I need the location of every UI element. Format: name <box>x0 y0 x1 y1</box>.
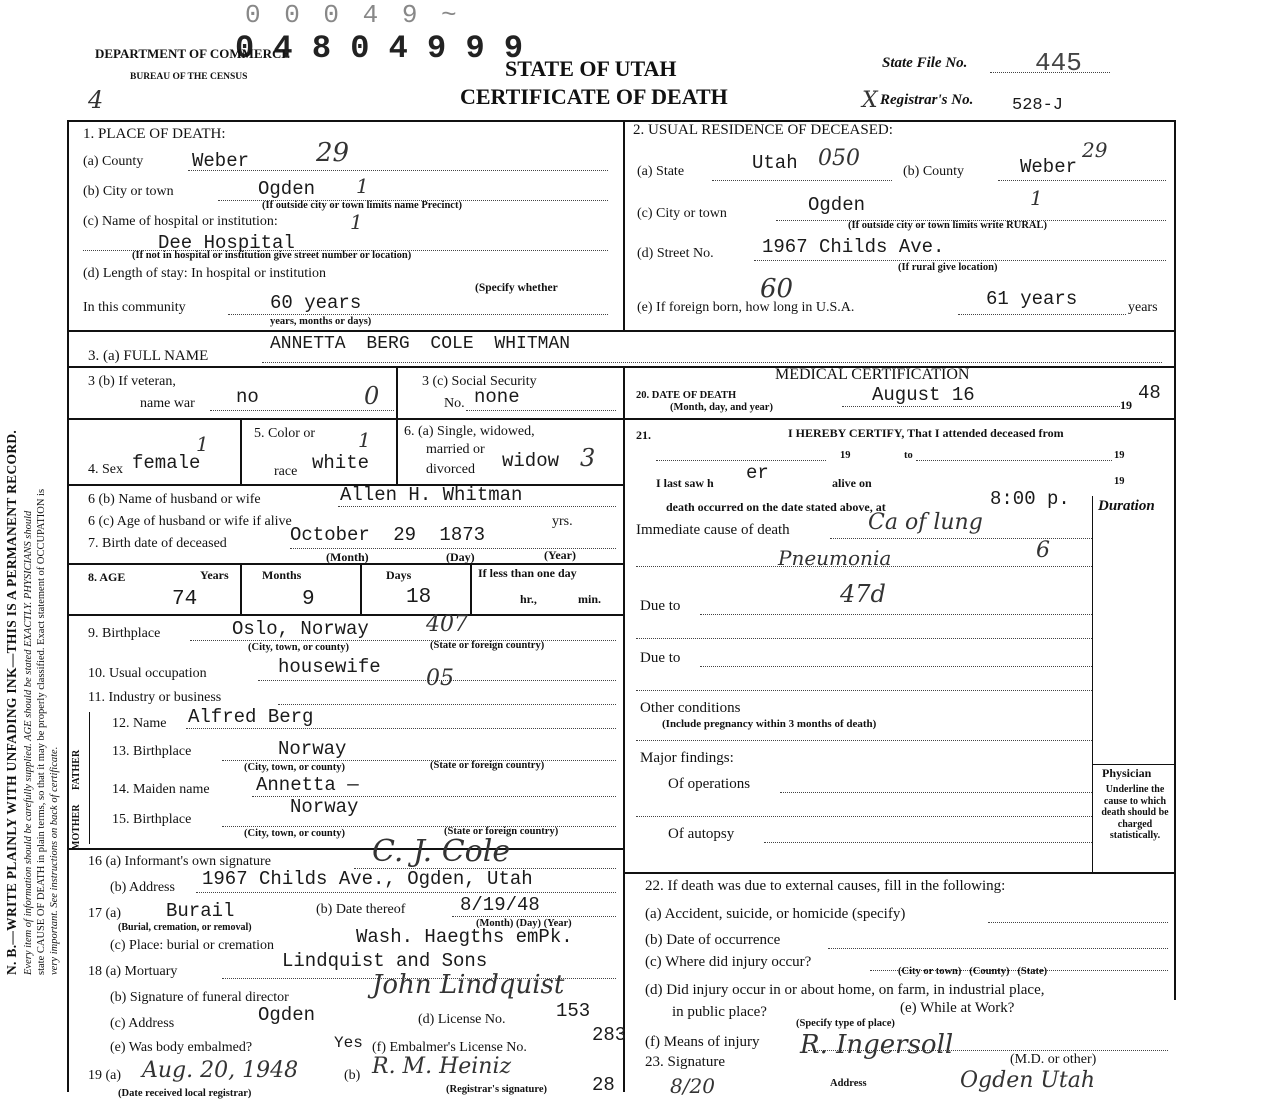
duration-col-left <box>1092 496 1093 872</box>
received-note: (Date received local registrar) <box>118 1088 252 1099</box>
cause-2-code: 6 <box>1036 538 1050 563</box>
sex-value: female <box>132 452 201 474</box>
veteran-value: no <box>236 386 259 408</box>
spouse-label: 6 (b) Name of husband or wife <box>88 492 261 507</box>
sex-box-right <box>240 420 242 484</box>
res-city-code: 1 <box>1030 186 1043 210</box>
certificate-title: CERTIFICATE OF DEATH <box>460 84 728 109</box>
center-divider-top <box>623 120 625 330</box>
death-date-value: August 16 <box>872 384 975 406</box>
director-label: (b) Signature of funeral director <box>110 990 289 1005</box>
mother-city-note: (City, town, or county) <box>244 828 346 839</box>
serial-number-faded: 0 0 0 4 9 ~ <box>245 0 461 30</box>
pod-county-value: Weber <box>192 150 250 172</box>
father-birthplace-label: 13. Birthplace <box>112 744 192 759</box>
res-city-value: Ogden <box>808 194 866 216</box>
birth-year-label: (Year) <box>544 548 576 562</box>
immediate-cause-value: Ca of lung <box>868 510 983 535</box>
registrar-mark: X <box>862 88 878 113</box>
burial-place-label: (c) Place: burial or cremation <box>110 938 275 953</box>
informant-signature: C. J. Cole <box>372 834 511 869</box>
burial-label: 17 (a) <box>88 906 122 921</box>
mother-maiden-value: Annetta — <box>256 774 359 796</box>
res-county-label: (b) County <box>903 164 965 179</box>
age-days-label: Days <box>386 568 412 582</box>
father-state-note: (State or foreign country) <box>430 760 545 771</box>
res-foreign-value: 61 years <box>986 288 1078 310</box>
death-date-label: 20. DATE OF DEATH <box>636 390 737 401</box>
death-year-prefix: 19 <box>1120 398 1132 412</box>
full-name-line <box>262 362 1162 363</box>
veteran-code: 0 <box>364 382 380 410</box>
birth-day-label: (Day) <box>446 550 475 564</box>
death-time: 8:00 p. <box>990 488 1070 510</box>
received-suffix: 28 <box>592 1074 615 1096</box>
birth-month-label: (Month) <box>326 550 369 564</box>
res-county-value: Weber <box>1020 156 1078 178</box>
immediate-cause-label: Immediate cause of death <box>636 522 790 538</box>
veteran-label-1: 3 (b) If veteran, <box>88 374 176 389</box>
full-name-label: 3. (a) FULL NAME <box>88 348 209 364</box>
burial-date-value: 8/19/48 <box>460 894 540 916</box>
age-days-value: 18 <box>406 586 432 609</box>
physician-box-top <box>1092 764 1175 765</box>
row-line-1 <box>67 330 1175 332</box>
accident-line <box>988 922 1168 923</box>
due-to-label: Due to <box>640 598 681 614</box>
sign-address: Ogden Utah <box>960 1068 1096 1093</box>
embalmed-value: Yes <box>334 1034 363 1052</box>
state-file-label: State File No. <box>882 55 968 71</box>
license-value: 153 <box>556 1000 591 1022</box>
death-date-line <box>842 406 1120 407</box>
age-months-value: 9 <box>302 588 315 611</box>
res-street-label: (d) Street No. <box>637 246 714 261</box>
burial-place-value: Wash. Haegths emPk. <box>356 926 573 948</box>
industry-line <box>278 704 616 705</box>
last-saw-label: I last saw h <box>656 476 714 490</box>
registrar-sig-label: (b) <box>344 1068 361 1083</box>
certify-number: 21. <box>636 428 651 442</box>
mother-birthplace-label: 15. Birthplace <box>112 812 192 827</box>
due-to-line-2 <box>636 638 1092 639</box>
operations-line-2 <box>636 816 1092 817</box>
due-to-2-line <box>700 666 1092 667</box>
age-years-value: 74 <box>172 588 198 611</box>
birthplace-state-note: (State or foreign country) <box>430 640 545 651</box>
registrar-label: Registrar's No. <box>880 92 974 108</box>
pod-community-value: 60 years <box>270 292 362 314</box>
other-conditions-label: Other conditions <box>640 700 741 716</box>
pod-county-line <box>188 170 608 171</box>
color-code: 1 <box>358 428 371 452</box>
father-city-note: (City, town, or county) <box>244 762 346 773</box>
embalmer-value: 283 <box>592 1024 627 1046</box>
birthplace-code: 407 <box>426 612 468 637</box>
sign-date: 8/20 <box>670 1074 715 1098</box>
pod-city-note: (If outside city or town limits name Precinct) <box>262 200 462 211</box>
embalmed-label: (e) Was body embalmed? <box>110 1040 253 1055</box>
birthplace-city-note: (City, town, or county) <box>248 642 350 653</box>
pod-hospital-value: Dee Hospital <box>158 232 295 254</box>
state-file-number: 445 <box>1035 48 1082 78</box>
place-of-death-heading: 1. PLACE OF DEATH: <box>83 126 226 142</box>
race-box-right <box>396 420 398 484</box>
pod-community-note: years, months or days) <box>270 316 372 327</box>
row-line-7 <box>67 848 625 850</box>
parents-bracket-left <box>89 712 90 844</box>
pod-hospital-code: 1 <box>350 210 363 234</box>
row-line-6 <box>67 614 625 616</box>
industry-label: 11. Industry or business <box>88 690 222 705</box>
mother-side-label: MOTHER <box>71 804 82 850</box>
age-months-label: Months <box>262 568 302 582</box>
center-divider-bottom <box>623 367 625 1092</box>
marital-label-3: divorced <box>426 462 475 477</box>
embalmer-label: (f) Embalmer's License No. <box>372 1040 527 1055</box>
certify-to: to <box>904 450 913 461</box>
accident-label: (a) Accident, suicide, or homicide (specify) <box>645 906 906 922</box>
operations-label: Of operations <box>668 776 751 792</box>
registrar-number: 528-J <box>1012 96 1064 115</box>
duration-label: Duration <box>1098 498 1155 514</box>
father-name-line <box>186 728 616 729</box>
due-to-2-label: Due to <box>640 650 681 666</box>
spouse-value: Allen H. Whitman <box>340 484 523 506</box>
res-state-value: Utah <box>752 152 798 174</box>
ssn-label-2: No. <box>444 396 465 411</box>
res-state-code: 050 <box>818 146 860 171</box>
sex-code: 1 <box>196 432 209 456</box>
marital-label-1: 6. (a) Single, widowed, <box>404 424 535 439</box>
mother-maiden-label: 14. Maiden name <box>112 782 210 797</box>
medical-heading: MEDICAL CERTIFICATION <box>775 366 970 383</box>
cause-2-line <box>636 566 1092 567</box>
veteran-label-2: name war <box>140 396 195 411</box>
signature-label: 23. Signature <box>645 1054 725 1070</box>
res-foreign-code: 60 <box>760 274 794 304</box>
res-county-line <box>998 180 1166 181</box>
place-note: (Specify type of place) <box>796 1018 895 1029</box>
bureau-label: BUREAU OF THE CENSUS <box>130 72 248 82</box>
means-label: (f) Means of injury <box>645 1034 760 1050</box>
pod-county-code: 29 <box>316 138 350 168</box>
autopsy-label: Of autopsy <box>668 826 735 842</box>
father-birthplace-line <box>222 760 616 761</box>
death-date-note: (Month, day, and year) <box>670 402 773 413</box>
res-foreign-label: (e) If foreign born, how long in U.S.A. <box>637 300 855 315</box>
mortuary-label: 18 (a) Mortuary <box>88 964 178 979</box>
pod-hospital-label: (c) Name of hospital or institution: <box>83 214 278 229</box>
instruction-line-1: N. B.—WRITE PLAINLY WITH UNFADING INK—THIS IS A PERMANENT RECORD. <box>4 429 19 975</box>
informant-label: 16 (a) Informant's own signature <box>88 854 271 869</box>
father-name-label: 12. Name <box>112 716 167 731</box>
death-occurred-label: death occurred on the date stated above, at <box>666 500 886 514</box>
burial-date-note: (Month) (Day) (Year) <box>476 918 572 929</box>
father-side-label: FATHER <box>71 749 82 790</box>
received-label: 19 (a) <box>88 1068 122 1083</box>
row-line-2 <box>67 366 1175 368</box>
residence-heading: 2. USUAL RESIDENCE OF DECEASED: <box>633 122 893 138</box>
pod-stay-label: (d) Length of stay: In hospital or institution <box>83 266 327 281</box>
left-mark: 4 <box>88 86 104 114</box>
age-years-label: Years <box>200 568 229 582</box>
spouse-age-label: 6 (c) Age of husband or wife if alive <box>88 514 292 529</box>
pod-city-value: Ogden <box>258 178 316 200</box>
form-border-top <box>67 120 1175 122</box>
state-heading: STATE OF UTAH <box>505 56 677 81</box>
major-findings-label: Major findings: <box>640 750 734 766</box>
color-label-1: 5. Color or <box>254 426 316 441</box>
birthplace-label: 9. Birthplace <box>88 626 161 641</box>
occurrence-label: (b) Date of occurrence <box>645 932 781 948</box>
mother-birthplace-value: Norway <box>290 796 359 818</box>
res-street-line <box>754 260 1166 261</box>
res-state-line <box>712 180 892 181</box>
marital-value: widow <box>502 450 560 472</box>
ssn-line <box>466 410 616 411</box>
full-name-value: ANNETTA BERG COLE WHITMAN <box>270 334 571 354</box>
license-label: (d) License No. <box>418 1012 506 1027</box>
res-city-note: (If outside city or town limits write RURAL) <box>848 220 1047 231</box>
age-months-box <box>360 565 362 614</box>
burial-note: (Burial, cremation, or removal) <box>118 922 252 933</box>
registrar-sig-note: (Registrar's signature) <box>446 1084 547 1095</box>
registrar-signature: R. M. Heiniz <box>372 1054 512 1079</box>
external-heading: 22. If death was due to external causes, fill in the following: <box>645 878 1006 894</box>
medical-row-line <box>625 418 1175 420</box>
instruction-line-3: state CAUSE OF DEATH in plain terms, so that it may be properly classified. Exact statement of OCCUPATION is <box>36 488 47 975</box>
pod-community-label: In this community <box>83 300 186 315</box>
certify-19c: 19 <box>1114 476 1125 487</box>
immediate-cause-line <box>830 538 1092 539</box>
death-year: 48 <box>1138 382 1161 404</box>
certify-to-line <box>916 460 1112 461</box>
burial-date-line <box>452 916 616 917</box>
last-saw-value: er <box>746 462 769 484</box>
certify-19a: 19 <box>840 450 851 461</box>
autopsy-line <box>764 842 1092 843</box>
cause-2-value: Pneumonia <box>778 546 892 570</box>
age-days-box <box>470 565 472 614</box>
res-county-code: 29 <box>1082 138 1108 162</box>
other-conditions-note: (Include pregnancy within 3 months of death) <box>662 718 877 730</box>
occupation-value: housewife <box>278 656 381 678</box>
occupation-label: 10. Usual occupation <box>88 666 207 681</box>
res-foreign-unit: years <box>1128 300 1158 315</box>
occupation-line <box>258 680 616 681</box>
while-work-label: (e) While at Work? <box>900 1000 1015 1016</box>
physician-heading: Physician <box>1102 766 1152 780</box>
ssn-value: none <box>474 386 520 408</box>
res-foreign-line <box>958 314 1126 315</box>
father-birthplace-value: Norway <box>278 738 347 760</box>
instruction-line-4: very important. See instructions on back of certificate. <box>49 746 60 975</box>
external-line <box>625 872 1175 874</box>
due-to-2-line-b <box>636 690 1092 691</box>
birthplace-line <box>190 640 616 641</box>
other-conditions-line <box>636 740 1092 741</box>
where-note: (City or town) (County) (State) <box>898 966 1048 977</box>
pod-city-label: (b) City or town <box>83 184 174 199</box>
due-to-value: 47d <box>840 580 886 608</box>
due-to-line <box>700 614 1092 615</box>
res-city-label: (c) City or town <box>637 206 727 221</box>
pod-city-code: 1 <box>356 174 369 198</box>
physician-note: Underline the cause to which death should be charged statistically. <box>1101 784 1169 841</box>
received-date: Aug. 20, 1948 <box>142 1058 299 1083</box>
md-label: (M.D. or other) <box>1010 1052 1097 1067</box>
pod-county-label: (a) County <box>83 154 144 169</box>
color-value: white <box>312 452 370 474</box>
res-street-value: 1967 Childs Ave. <box>762 236 945 258</box>
informant-address-value: 1967 Childs Ave., Ogden, Utah <box>202 868 533 890</box>
mortuary-address-label: (c) Address <box>110 1016 175 1031</box>
res-street-note: (If rural give location) <box>898 262 998 273</box>
occurrence-line <box>828 948 1168 949</box>
pod-hospital-note: (If not in hospital or institution give street number or location) <box>132 250 412 261</box>
director-signature: John Lindquist <box>372 970 565 1000</box>
physician-signature: R. Ingersoll <box>800 1030 954 1060</box>
birth-value: October 29 1873 <box>290 524 486 546</box>
home-label: (d) Did injury occur in or about home, on farm, in industrial place, <box>645 982 1045 998</box>
operations-line <box>780 792 1092 793</box>
age-min-label: min. <box>578 592 602 606</box>
res-state-label: (a) State <box>637 164 685 179</box>
form-border-left <box>67 120 69 1092</box>
father-name-value: Alfred Berg <box>188 706 314 728</box>
birth-label: 7. Birth date of deceased <box>88 536 227 551</box>
where-label: (c) Where did injury occur? <box>645 954 812 970</box>
spouse-line <box>338 506 616 507</box>
birthplace-value: Oslo, Norway <box>232 618 369 640</box>
occupation-code: 05 <box>426 666 454 691</box>
pod-stay-note: (Specify whether <box>475 282 558 294</box>
ssn-label-1: 3 (c) Social Security <box>422 374 537 389</box>
mortuary-address-value: Ogden <box>258 1004 316 1026</box>
sex-label: 4. Sex <box>88 462 123 477</box>
alive-on-label: alive on <box>832 476 872 490</box>
department-label: DEPARTMENT OF COMMERCE <box>95 46 291 61</box>
marital-code: 3 <box>580 444 596 472</box>
instruction-line-2: Every item of information should be carefully supplied. AGE should be stated EXACTLY. PHYSICIANS should <box>23 510 34 975</box>
certify-19b: 19 <box>1114 450 1125 461</box>
color-label-2: race <box>274 464 298 479</box>
age-label: 8. AGE <box>88 570 126 584</box>
informant-address-label: (b) Address <box>110 880 175 895</box>
spouse-age-unit: yrs. <box>552 514 573 529</box>
form-border-right <box>1174 120 1176 1000</box>
certify-from-line <box>656 460 826 461</box>
row-line-3 <box>67 418 625 420</box>
mortuary-value: Lindquist and Sons <box>282 950 488 972</box>
pod-community-line <box>228 314 608 315</box>
burial-date-label: (b) Date thereof <box>316 902 406 917</box>
veteran-box-right <box>396 368 398 418</box>
age-less-day-label: If less than one day <box>478 566 577 580</box>
age-years-box <box>240 565 242 614</box>
public-place-label: in public place? <box>672 1004 767 1020</box>
sign-address-label: Address <box>830 1078 867 1089</box>
age-hr-label: hr., <box>520 592 537 606</box>
mother-state-note: (State or foreign country) <box>444 826 559 837</box>
burial-value: Burail <box>166 900 235 922</box>
certify-text: I HEREBY CERTIFY, That I attended deceased from <box>788 426 1064 440</box>
serial-number: 0 4 8 0 4 9 9 9 <box>235 30 524 67</box>
marital-label-2: married or <box>426 442 485 457</box>
veteran-line <box>210 410 394 411</box>
informant-address-line <box>196 892 616 893</box>
